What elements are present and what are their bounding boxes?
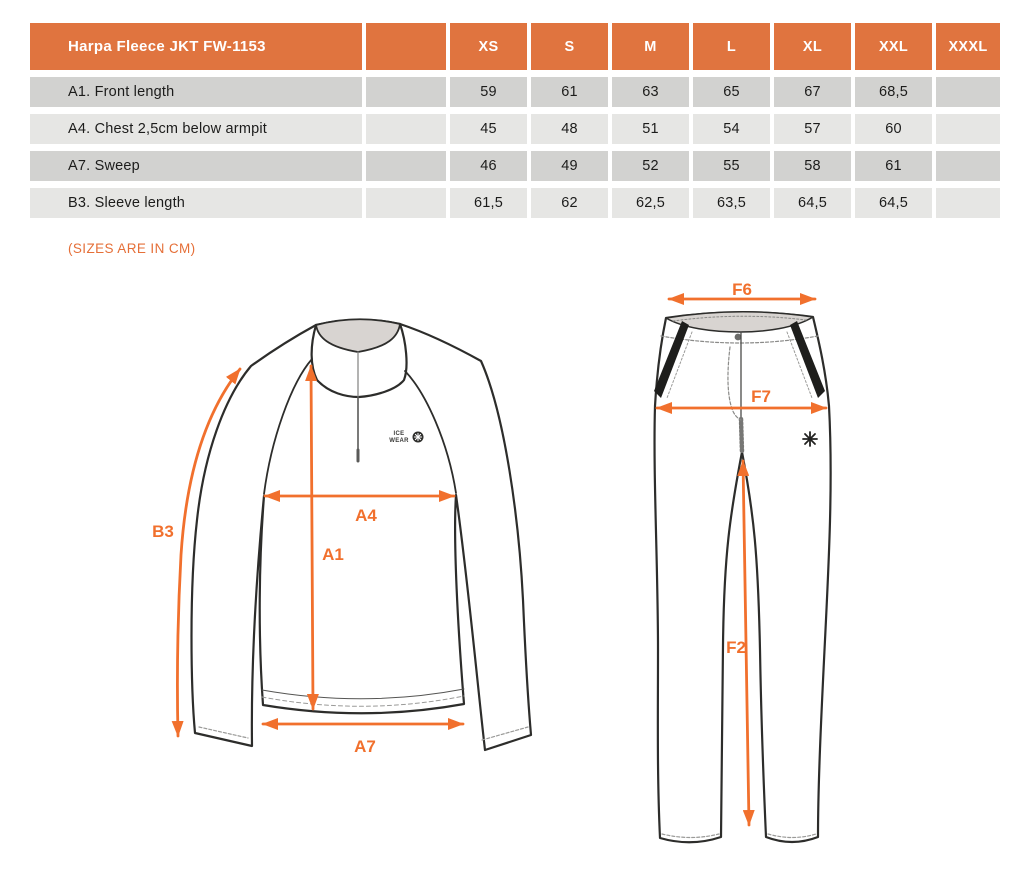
- cell: 58: [774, 151, 851, 181]
- cell: [936, 114, 1000, 144]
- cell: 60: [855, 114, 932, 144]
- cell: 51: [612, 114, 689, 144]
- cell: [936, 151, 1000, 181]
- a4-label: A4: [355, 506, 377, 525]
- cell: 64,5: [774, 188, 851, 218]
- cell: 67: [774, 77, 851, 107]
- cell: 62,5: [612, 188, 689, 218]
- a7-label: A7: [354, 737, 376, 756]
- logo-text-line1: ICE: [393, 431, 405, 437]
- cell: 54: [693, 114, 770, 144]
- jacket-diagram: [192, 319, 532, 750]
- cell-empty: [366, 114, 446, 144]
- cell: 55: [693, 151, 770, 181]
- cell: 61: [855, 151, 932, 181]
- cell: 63: [612, 77, 689, 107]
- crotch-seam-ladder: [741, 419, 742, 452]
- col-header-xs: XS: [450, 23, 527, 70]
- cell: 49: [531, 151, 608, 181]
- cell: [936, 188, 1000, 218]
- f2-label: F2: [726, 638, 746, 657]
- f6-label: F6: [732, 280, 752, 299]
- col-header-m: M: [612, 23, 689, 70]
- size-table: [30, 23, 1000, 218]
- logo-text-line2: WEAR: [389, 438, 409, 444]
- col-header-l: L: [693, 23, 770, 70]
- f7-label: F7: [751, 387, 771, 406]
- pants-diagram: [654, 312, 831, 843]
- cell: 63,5: [693, 188, 770, 218]
- logo-snowflake-icon: [413, 432, 424, 443]
- cell: 46: [450, 151, 527, 181]
- cell-empty: [366, 151, 446, 181]
- row-label: A1. Front length: [30, 77, 362, 107]
- pants-outline: [655, 312, 831, 842]
- cell: 61: [531, 77, 608, 107]
- cell: 45: [450, 114, 527, 144]
- cell: 61,5: [450, 188, 527, 218]
- pants-snowflake-icon: [803, 432, 817, 446]
- col-header-xxl: XXL: [855, 23, 932, 70]
- cell-empty: [366, 77, 446, 107]
- a1-label: A1: [322, 545, 344, 564]
- cell-empty: [366, 188, 446, 218]
- units-note: (SIZES ARE IN CM): [68, 241, 196, 256]
- cell: 65: [693, 77, 770, 107]
- row-label: A4. Chest 2,5cm below armpit: [30, 114, 362, 144]
- row-label: A7. Sweep: [30, 151, 362, 181]
- col-header-empty: [366, 23, 446, 70]
- cell: [936, 77, 1000, 107]
- cell: 68,5: [855, 77, 932, 107]
- measurement-diagram: [0, 280, 1031, 886]
- col-header-xxxl: XXXL: [936, 23, 1000, 70]
- col-header-s: S: [531, 23, 608, 70]
- cell: 64,5: [855, 188, 932, 218]
- cell: 57: [774, 114, 851, 144]
- cell: 52: [612, 151, 689, 181]
- b3-label: B3: [152, 522, 174, 541]
- cell: 48: [531, 114, 608, 144]
- col-header-xl: XL: [774, 23, 851, 70]
- row-label: B3. Sleeve length: [30, 188, 362, 218]
- table-title: Harpa Fleece JKT FW-1153: [30, 23, 362, 70]
- cell: 62: [531, 188, 608, 218]
- cell: 59: [450, 77, 527, 107]
